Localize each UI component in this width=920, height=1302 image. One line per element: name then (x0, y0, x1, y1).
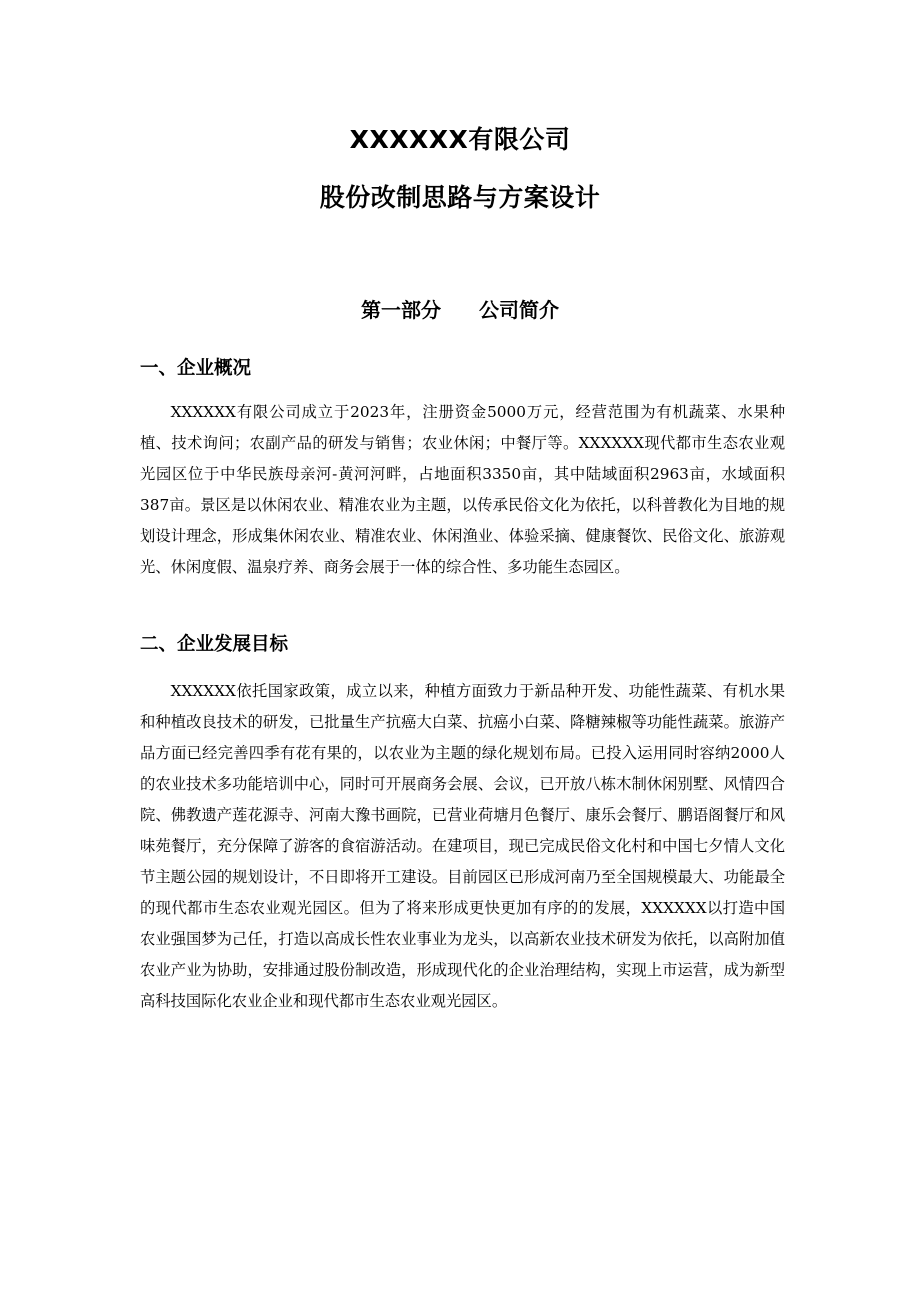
section-paragraph-overview: XXXXXX有限公司成立于2023年，注册资金5000万元，经营范围为有机蔬菜、水果种植、技术询问；农副产品的研发与销售；农业休闲；中餐厅等。XXXXXX现代都市生态农业观光园区位于中华民族母亲河-黄河河畔，占地面积3350亩，其中陆域面积2963亩，水域面积387亩。景区是以休闲农业、精准农业为主题，以传承民俗文化为依托，以科普教化为目地的规划设计理念，形成集休闲农业、精准农业、休闲渔业、体验采摘、健康餐饮、民俗文化、旅游观光、休闲度假、温泉疗养、商务会展于一体的综合性、多功能生态园区。 (140, 403, 785, 576)
part-name: 公司简介 (479, 298, 559, 322)
document-title-subject: 股份改制思路与方案设计 (319, 183, 601, 212)
section-paragraph-goals: XXXXXX依托国家政策，成立以来，种植方面致力于新品种开发、功能性蔬菜、有机水果和种植改良技术的研发，已批量生产抗癌大白菜、抗癌小白菜、降糖辣椒等功能性蔬菜。旅游产品方面已经完善四季有花有果的，以农业为主题的绿化规划布局。已投入运用同时容纳2000人的农业技术多功能培训中心，同时可开展商务会展、会议，已开放八栋木制休闲别墅、风情四合院、佛教遗产莲花源寺、河南大豫书画院，已营业荷塘月色餐厅、康乐会餐厅、鹏语阁餐厅和风味苑餐厅，充分保障了游客的食宿游活动。在建项目，现已完成民俗文化村和中国七夕情人文化节主题公园的规划设计，不日即将开工建设。目前园区已形成河南乃至全国规模最大、功能最全的现代都市生态农业观光园区。但为了将来形成更快更加有序的的发展，XXXXXX以打造中国农业强国梦为己任，打造以高成长性农业事业为龙头，以高新农业技术研发为依托，以高附加值农业产业为协助，安排通过股份制改造，形成现代化的企业治理结构，实现上市运营，成为新型高科技国际化农业企业和现代都市生态农业观光园区。 (140, 682, 785, 1010)
document-title-company: XXXXXX有限公司 (349, 125, 571, 154)
part-number: 第一部分 (361, 298, 441, 322)
part-heading (0, 294, 920, 323)
section-heading-overview: 一、企业概况 (140, 358, 252, 379)
section-heading-goals: 二、企业发展目标 (140, 634, 289, 655)
